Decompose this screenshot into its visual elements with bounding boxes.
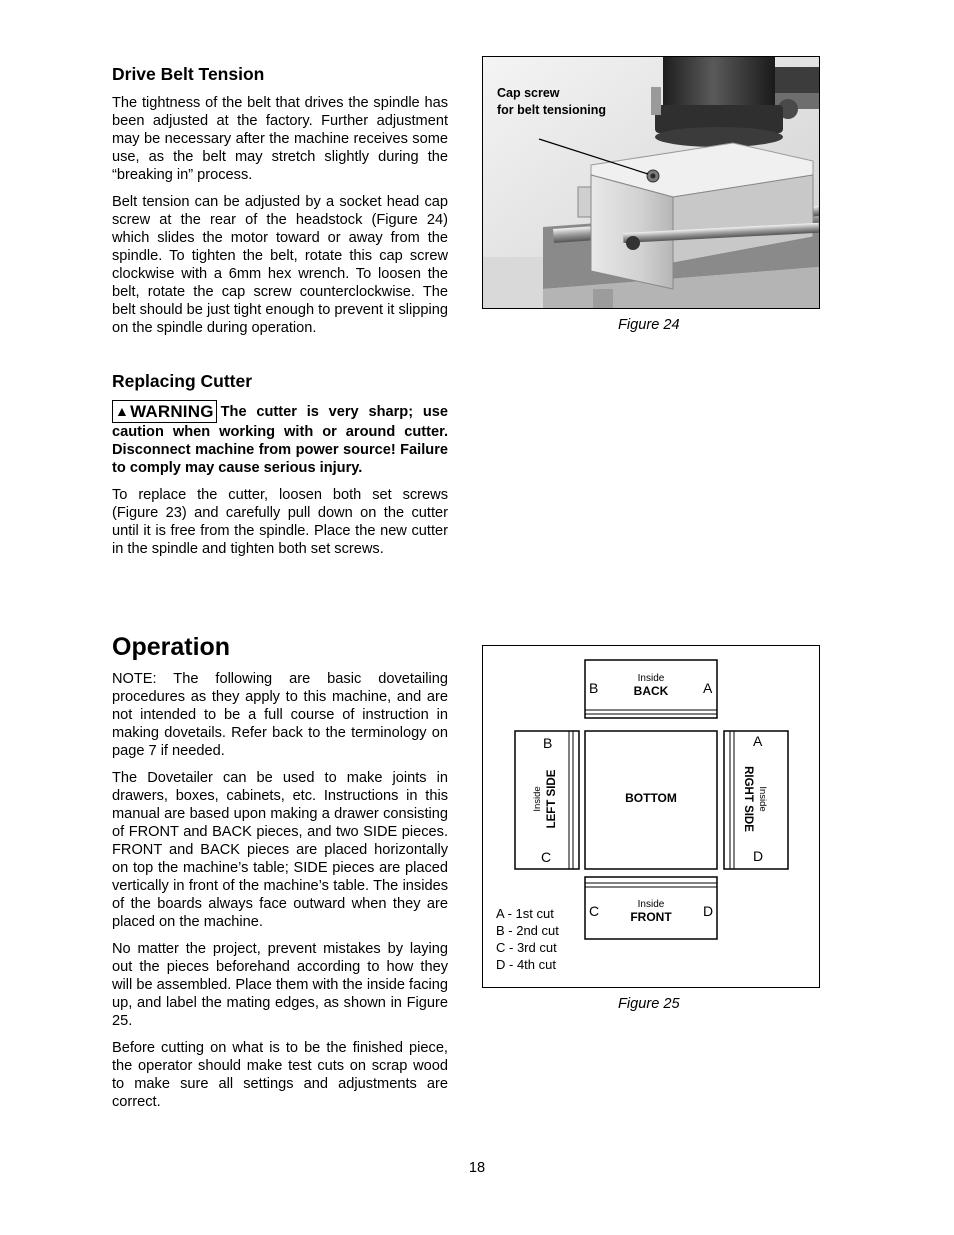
replacing-cutter-paragraph: To replace the cutter, loosen both set screws (Figure 23) and carefully pull down on the cutter until it is free from the spindle. Place the new cutter in the spindle and tighten both set screws.	[112, 487, 448, 557]
front-left-letter: C	[589, 903, 600, 919]
left-side-name-label: LEFT SIDE	[546, 769, 558, 829]
right-side-top-letter: A	[753, 733, 763, 749]
front-board	[585, 877, 717, 939]
right-side-bottom-letter: D	[753, 848, 764, 864]
left-side-board	[515, 731, 579, 869]
operation-paragraph-3: No matter the project, prevent mistakes by laying out the pieces beforehand according to how they will be assembled. Place them with the inside facing up, and label the mating edges, as shown in Figure 25.	[112, 941, 448, 1029]
drive-belt-paragraph-2: Belt tension can be adjusted by a socket head cap screw at the rear of the headstock (Figure 24) which slides the motor toward or away from the spindle. To tighten the belt, rotate this cap screw clockwise with a 6mm hex wrench. To loosen the belt, rotate the cap screw counterclockwise. The belt should be just tight enough to prevent it slipping on the spindle during operation.	[112, 194, 448, 336]
figure-25-diagram	[482, 645, 820, 988]
legend-item: A - 1st cut	[496, 906, 554, 921]
figure-24-photo	[482, 56, 820, 309]
drawer-layout-diagram	[483, 646, 819, 987]
operation-section	[112, 633, 448, 1111]
legend-item: C - 3rd cut	[496, 940, 557, 955]
back-board	[585, 660, 717, 718]
headstock-illustration	[483, 57, 819, 308]
warning-badge	[112, 400, 217, 423]
legend-item: B - 2nd cut	[496, 923, 559, 938]
back-inside-label: Inside	[637, 673, 665, 684]
bottom-board	[585, 731, 717, 869]
right-side-name-label: RIGHT SIDE	[742, 766, 754, 832]
replacing-cutter-heading: Replacing Cutter	[112, 371, 253, 391]
operation-heading: Operation	[112, 633, 231, 661]
back-right-letter: A	[703, 680, 713, 696]
figure-24-caption: Figure 24	[618, 317, 680, 333]
left-side-bottom-letter: C	[541, 849, 552, 865]
warning-text: The cutter is very sharp; use caution when working with or around cutter. Disconnect machine from power source! Failure to comply may cause serious injury.	[112, 404, 448, 476]
right-side-inside-label: Inside	[757, 786, 768, 812]
warning-paragraph	[112, 400, 448, 477]
callout-line-1: Cap screw	[497, 86, 560, 100]
replacing-cutter-section	[112, 371, 448, 558]
drive-belt-paragraph-1: The tightness of the belt that drives the spindle has been adjusted at the factory. Further adjustment may be necessary after the machine receives some use, as the belt may stretch slightly during the “breaking in” process.	[112, 95, 448, 183]
page-number: 18	[468, 1160, 486, 1176]
operation-paragraph-4: Before cutting on what is to be the finished piece, the operator should make test cuts on scrap wood to make sure all settings and adjustments are correct.	[112, 1040, 448, 1110]
back-left-letter: B	[589, 680, 599, 696]
operation-paragraph-1: NOTE: The following are basic dovetailing procedures as they apply to this machine, and are not intended to be a full course of instruction in making dovetails. Refer back to the terminology on page 7 if needed.	[112, 671, 448, 759]
front-right-letter: D	[703, 903, 714, 919]
cut-order-legend	[496, 906, 559, 972]
right-side-board	[724, 731, 788, 869]
back-name-label: BACK	[633, 684, 669, 698]
warning-triangle-icon: ▲	[115, 403, 130, 419]
drive-belt-section	[112, 64, 448, 337]
left-side-top-letter: B	[543, 735, 553, 751]
legend-item: D - 4th cut	[496, 957, 556, 972]
figure-25-caption: Figure 25	[618, 996, 680, 1012]
drive-belt-heading: Drive Belt Tension	[112, 64, 265, 84]
bottom-name-label: BOTTOM	[625, 791, 677, 805]
warning-label: WARNING	[130, 402, 214, 421]
left-side-inside-label: Inside	[532, 786, 543, 812]
operation-paragraph-2: The Dovetailer can be used to make joints in drawers, boxes, cabinets, etc. Instructions in this manual are based upon making a drawer consisting of FRONT and BACK pieces, and two SIDE pieces. FRONT and BACK pieces are placed horizontally on top the machine’s table; SIDE pieces are placed vertically in front of the machine’s table. The insides of the boards always face outward when they are placed on the machine.	[112, 770, 448, 930]
front-name-label: FRONT	[630, 910, 672, 924]
callout-line-2: for belt tensioning	[497, 103, 607, 117]
front-inside-label: Inside	[637, 899, 665, 910]
